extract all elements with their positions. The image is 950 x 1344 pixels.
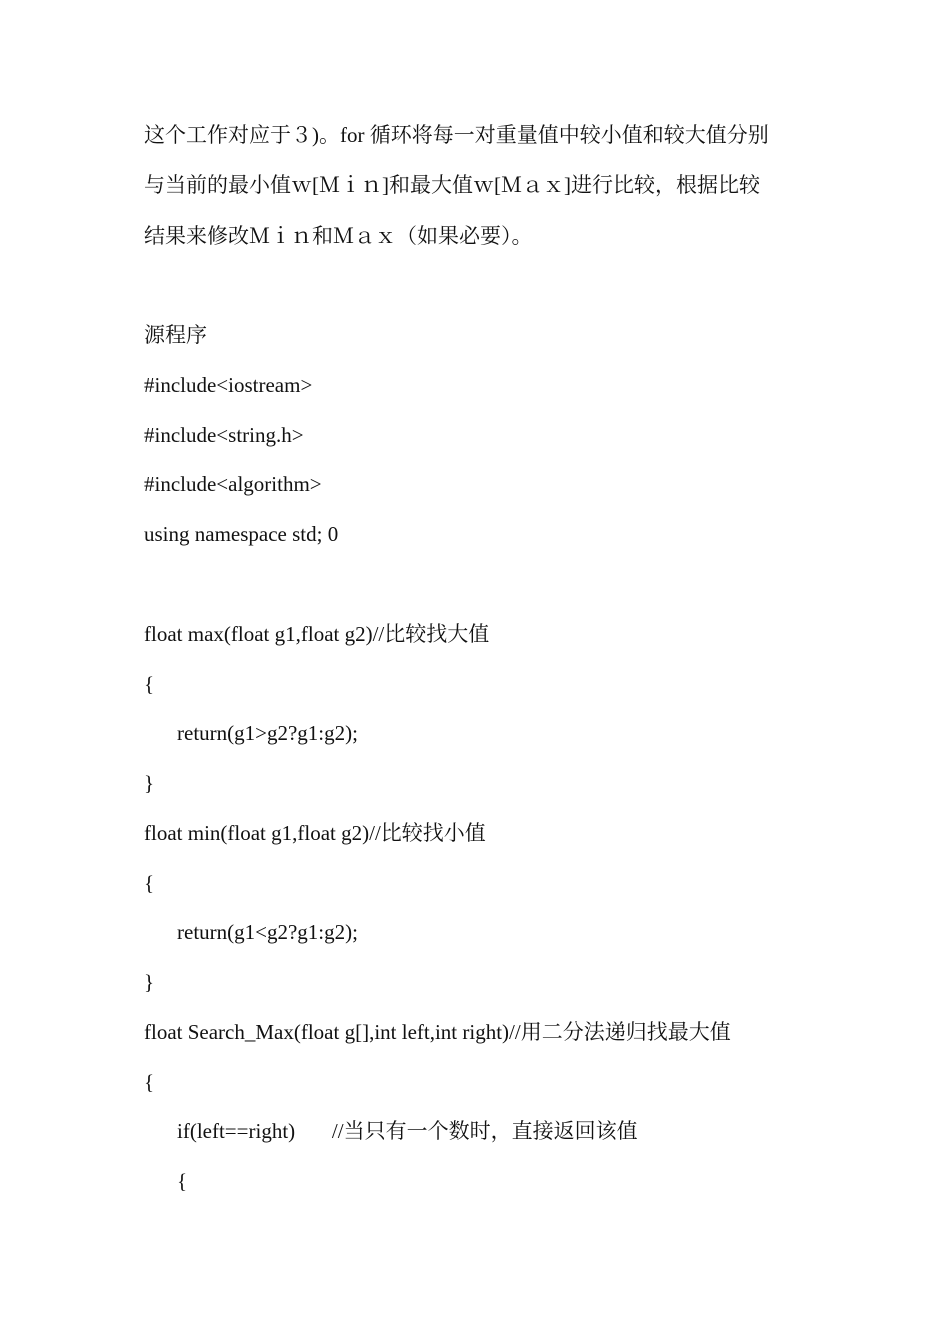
code-line-max-signature: float max(float g1,float g2)//比较找大值 xyxy=(144,622,490,646)
code-line-max-close-brace: } xyxy=(144,771,155,795)
code-line-search-open-brace: { xyxy=(144,1070,155,1094)
code-line-if-statement: if(left==right) //当只有一个数时，直接返回该值 xyxy=(177,1119,638,1143)
code-line-max-open-brace: { xyxy=(144,672,155,696)
code-line-min-close-brace: } xyxy=(144,970,155,994)
code-line-min-return: return(g1<g2?g1:g2); xyxy=(177,920,358,944)
section-title: 源程序 xyxy=(144,323,207,347)
paragraph-line-2: 与当前的最小值ｗ[Ｍｉｎ]和最大值ｗ[Ｍａｘ]进行比较，根据比较 xyxy=(144,173,760,197)
paragraph-line-1: 这个工作对应于３)。for 循环将每一对重量值中较小值和较大值分别 xyxy=(144,123,769,147)
code-line-search-signature: float Search_Max(float g[],int left,int right)//用二分法递归找最大值 xyxy=(144,1020,731,1044)
code-line-using-namespace: using namespace std; 0 xyxy=(144,522,339,546)
code-line-include-algorithm: #include<algorithm> xyxy=(144,472,322,496)
code-line-max-return: return(g1>g2?g1:g2); xyxy=(177,721,358,745)
paragraph-line-3: 结果来修改Ｍｉｎ和Ｍａｘ（如果必要）。 xyxy=(144,224,533,248)
code-line-min-signature: float min(float g1,float g2)//比较找小值 xyxy=(144,821,486,845)
code-line-if-open-brace: { xyxy=(177,1169,188,1193)
code-line-include-iostream: #include<iostream> xyxy=(144,373,313,397)
code-line-include-string: #include<string.h> xyxy=(144,423,304,447)
code-line-min-open-brace: { xyxy=(144,871,155,895)
